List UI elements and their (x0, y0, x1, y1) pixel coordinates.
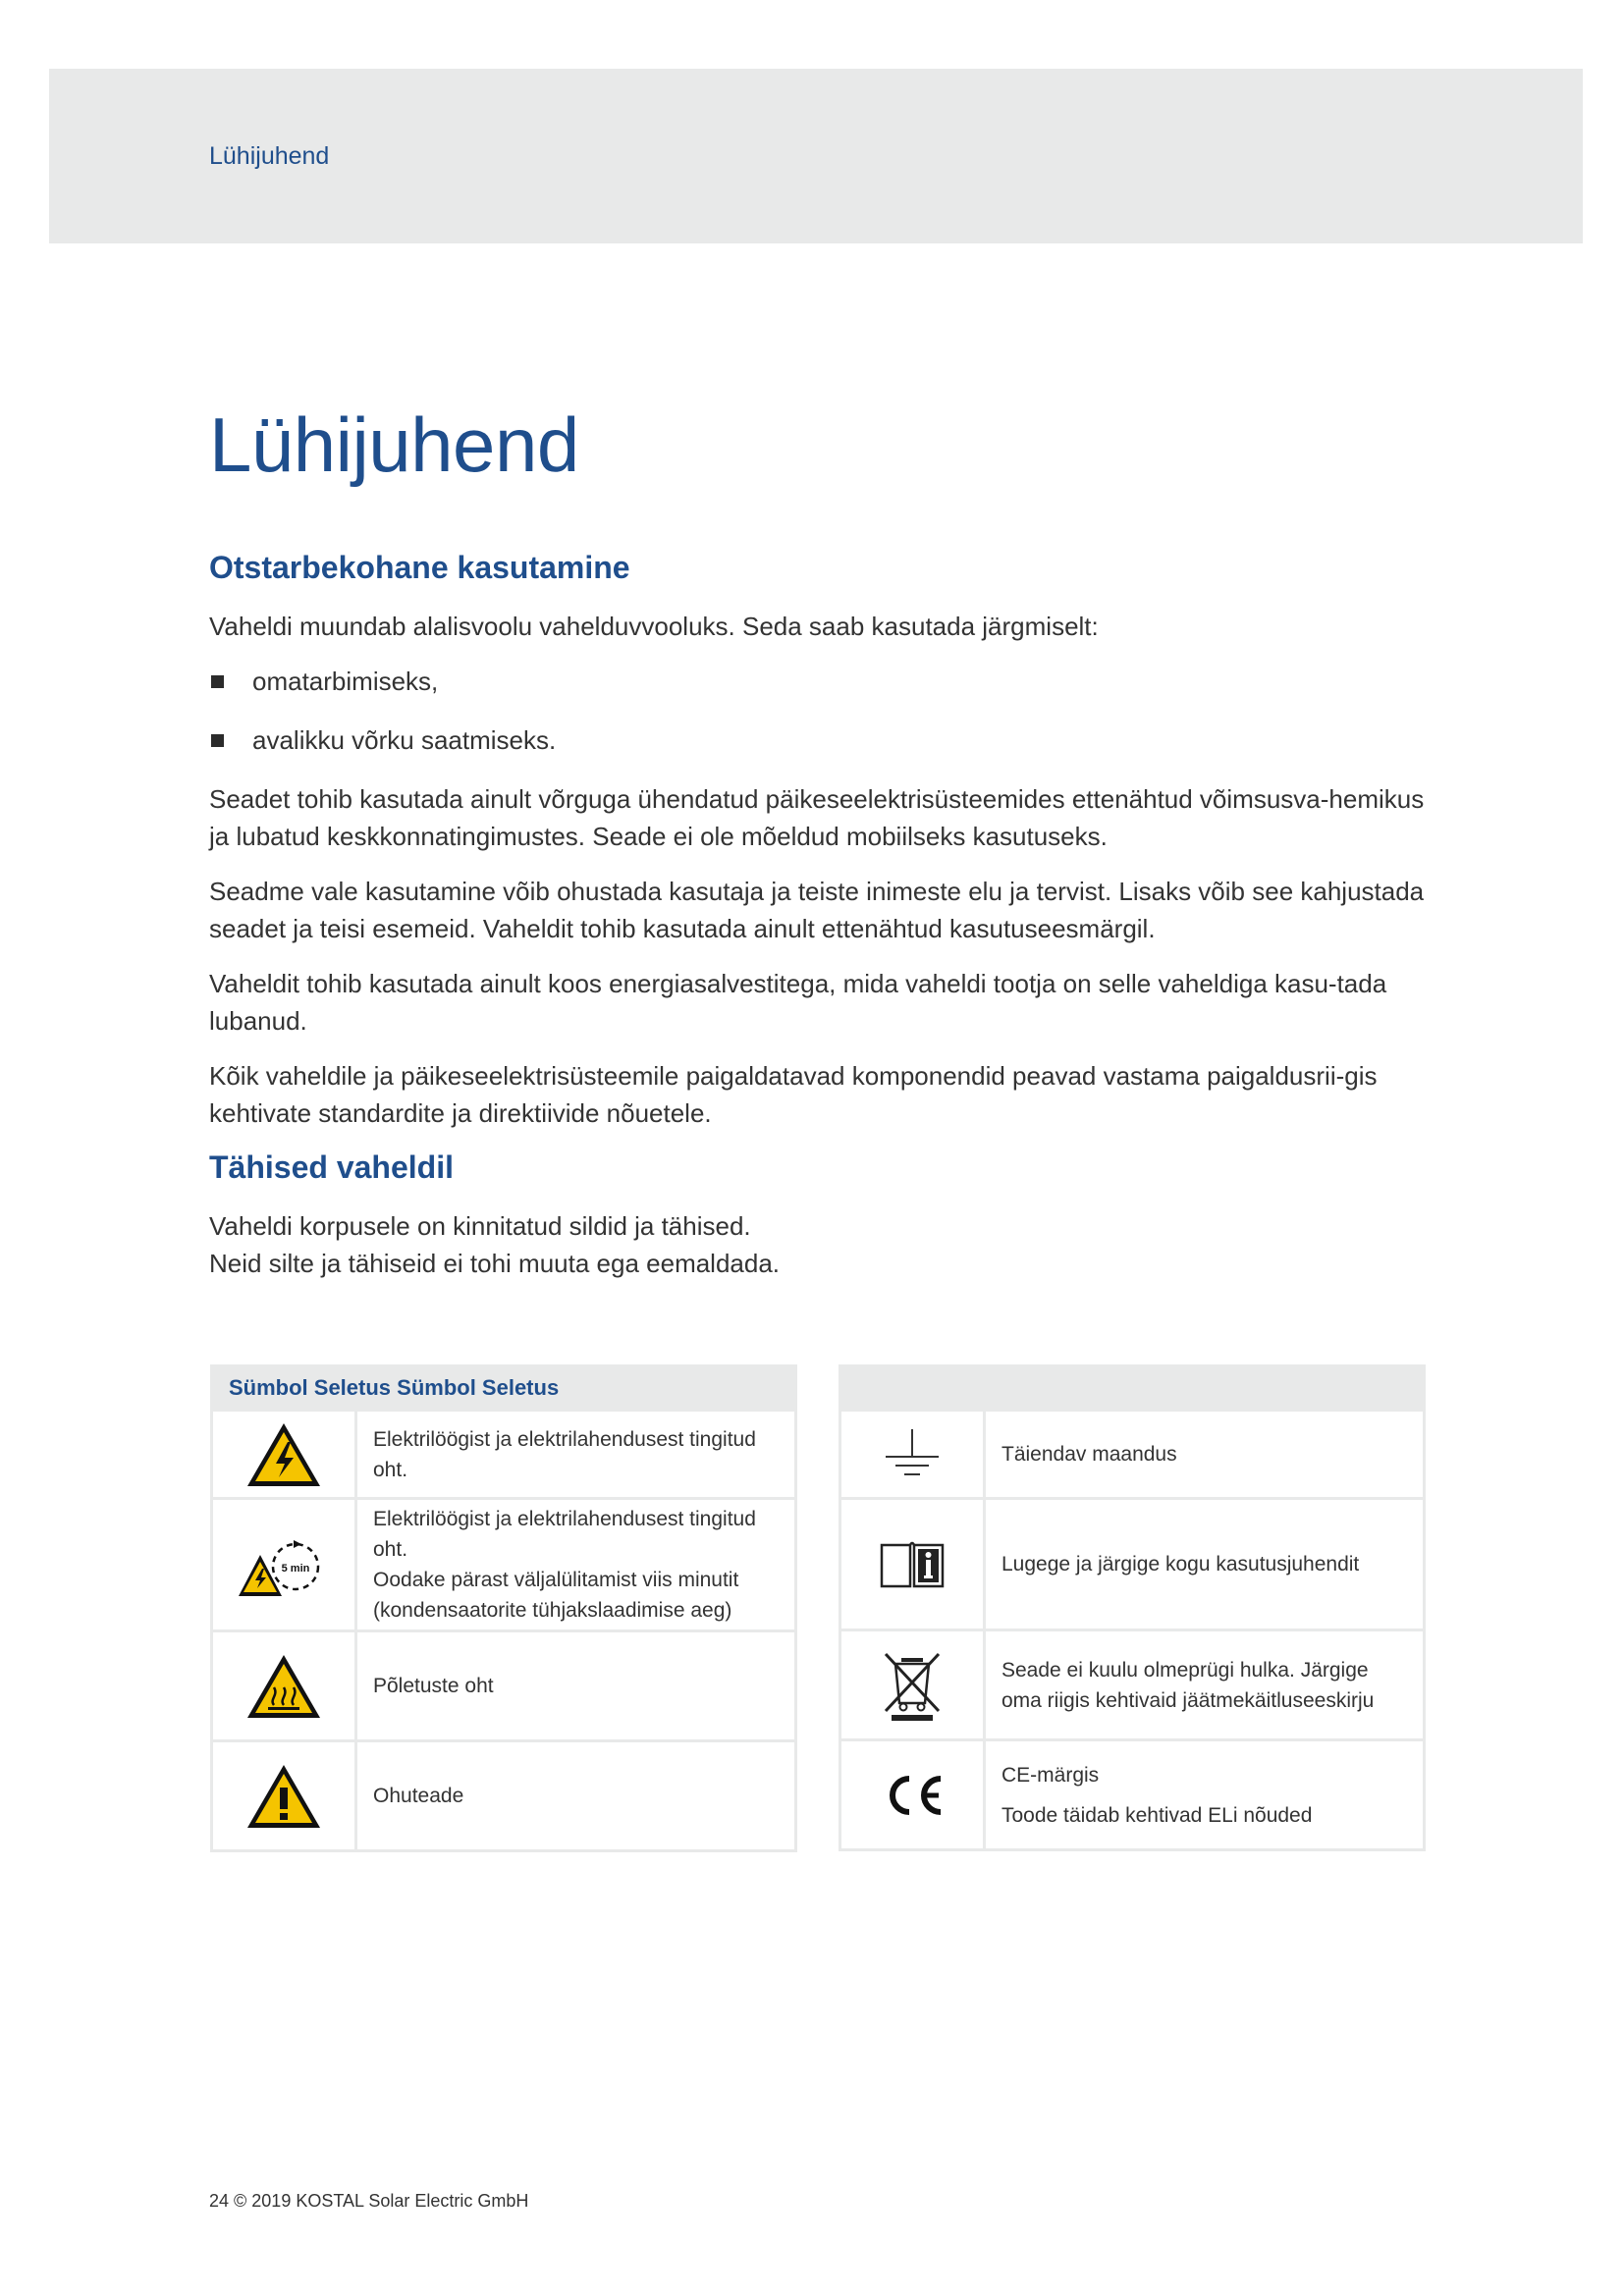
warning-icon (244, 1762, 323, 1831)
list-item: avalikku võrku saatmiseks. (209, 721, 1427, 759)
table-row (212, 1741, 796, 1851)
ground-icon (878, 1425, 947, 1484)
table-row (840, 1740, 1425, 1850)
weee-bin-icon (878, 1648, 947, 1723)
main-content (209, 550, 1427, 1300)
table-row (840, 1499, 1425, 1630)
paragraph: Vaheldit tohib kasutada ainult koos energiasalvestitega, mida vaheldi tootja on selle vaheldiga kasu-tada lubanud. (209, 969, 1387, 1036)
section-heading-intended-use: Otstarbekohane kasutamine (209, 550, 630, 585)
symbol-description: Põletuste oht (356, 1631, 796, 1741)
symbol-description: Täiendav maandus (985, 1411, 1425, 1499)
symbol-description: Elektrilöögist ja elektrilahendusest tingitud oht. Oodake pärast väljalülitamist viis minutit (kondensaatorite tühjakslaadimise aeg) (356, 1499, 796, 1631)
table-header: Sümbol Seletus Sümbol Seletus (212, 1366, 796, 1411)
table-header-blank (840, 1366, 1425, 1411)
manual-icon (878, 1537, 947, 1592)
markings-paragraph: Vaheldi korpusele on kinnitatud sildid ja tähised. Neid silte ja tähiseid ei tohi muuta ega eemaldada. (209, 1211, 781, 1278)
intro-paragraph: Vaheldi muundab alalisvoolu vahelduvvooluks. Seda saab kasutada järgmiselt: (209, 612, 1099, 641)
ce-mark-icon (878, 1771, 947, 1820)
usage-list (209, 663, 1427, 759)
table-row (212, 1631, 796, 1741)
electric-hazard-icon (244, 1420, 323, 1489)
table-row (212, 1411, 796, 1499)
bullet-square-icon (211, 675, 224, 688)
list-item: omatarbimiseks, (209, 663, 1427, 700)
hot-surface-icon (244, 1652, 323, 1721)
symbol-description: Seade ei kuulu olmeprügi hulka. Järgige oma riigis kehtivaid jäätmekäitluseeskirju (985, 1630, 1425, 1740)
section-heading-markings: Tähised vaheldil (209, 1149, 454, 1185)
header-label: Lühijuhend (209, 142, 330, 170)
symbol-description: Ohuteade (356, 1741, 796, 1851)
table-row (840, 1630, 1425, 1740)
page-footer: 24 © 2019 KOSTAL Solar Electric GmbH (209, 2191, 529, 2211)
paragraph: Seadet tohib kasutada ainult võrguga ühendatud päikeseelektrisüsteemides ettenähtud võimsusva-hemikus ja lubatud keskkonnatingimustes. Seade ei ole mõeldud mobiilseks kasutuseks. (209, 784, 1425, 851)
symbol-description: CE-märgis Toode täidab kehtivad ELi nõuded (985, 1740, 1425, 1850)
page-title: Lühijuhend (209, 401, 579, 488)
electric-hazard-timer-icon (235, 1525, 333, 1604)
symbol-table-left (210, 1364, 797, 1852)
paragraph: Seadme vale kasutamine võib ohustada kasutaja ja teiste inimeste elu ja tervist. Lisaks võib see kahjustada seadet ja teisi esemeid. Vaheldit tohib kasutada ainult ettenähtud kasutuseesmärgil. (209, 877, 1425, 943)
svg-text:5 min: 5 min (281, 1563, 310, 1575)
table-row (840, 1411, 1425, 1499)
table-row (212, 1499, 796, 1631)
symbol-description: Elektrilöögist ja elektrilahendusest tingitud oht. (356, 1411, 796, 1499)
symbol-description: Lugege ja järgige kogu kasutusjuhendit (985, 1499, 1425, 1630)
bullet-square-icon (211, 734, 224, 747)
header-band (49, 69, 1583, 243)
paragraph: Kõik vaheldile ja päikeseelektrisüsteemile paigaldatavad komponendid peavad vastama paigaldusrii-gis kehtivate standardite ja direktiivide nõuetele. (209, 1061, 1378, 1128)
symbol-table-right (839, 1364, 1426, 1851)
